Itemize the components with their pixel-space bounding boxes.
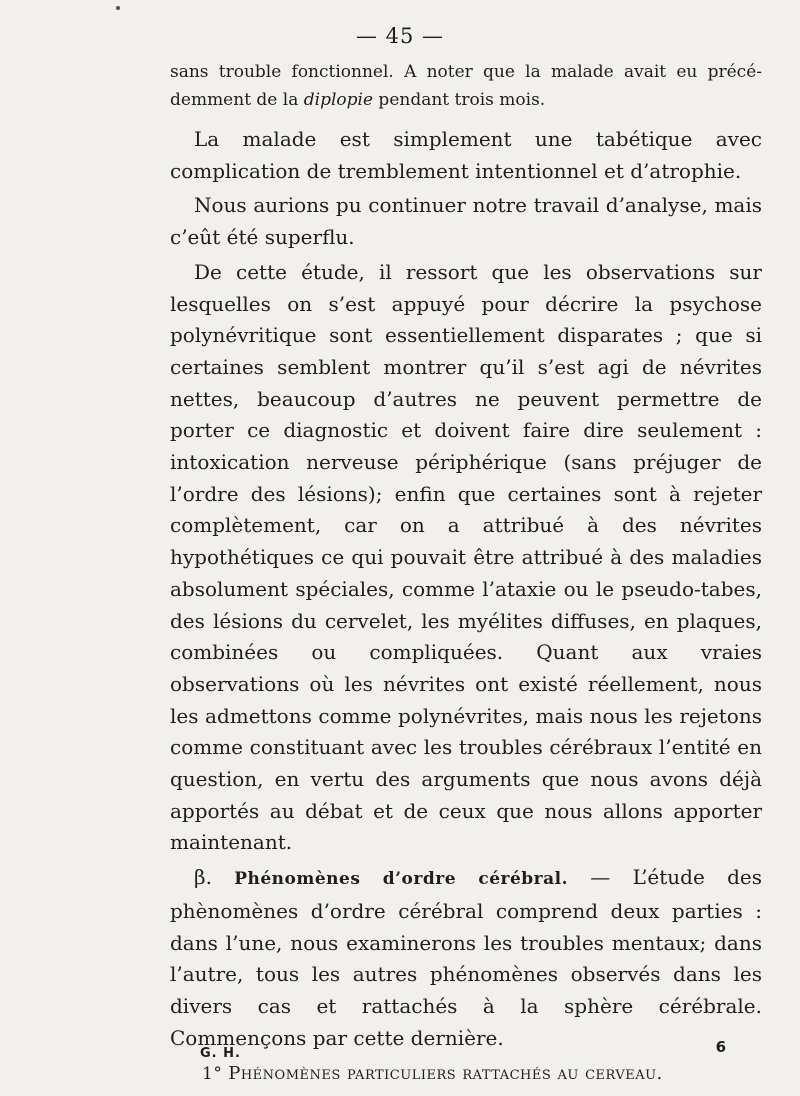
continued-line-2: demment de la — [170, 90, 304, 110]
signature-number: 6 — [715, 1038, 726, 1056]
scan-speck — [116, 6, 120, 10]
continued-text — [170, 58, 762, 114]
section-text: — L’étude des phènomènes d’ordre cérébral comprend deux parties : dans l’une, nous examinerons les troubles mentaux; dans l’autre, tous les autres phénomènes observés dans les divers cas et rattachés à la sphère cérébrale. Commençons par cette dernière. — [170, 865, 763, 1050]
diplopie-word: diplopie — [303, 90, 374, 110]
signature-mark: G. H. — [200, 1046, 241, 1061]
section-paragraph — [170, 862, 762, 1054]
paragraph-2: Nous aurions pu continuer notre travail d’analyse, mais c’eût été superflu. — [170, 193, 762, 250]
subheading-text: Phénomènes particuliers rattachés au cerveau. — [228, 1063, 663, 1085]
paragraph-3: De cette étude, il ressort que les observations sur lesquelles on s’est appuyé pour décrire la psychose polynévritique sont essentiellement disparates ; que si certaines semblent montrer qu’il s’est agi de névrites nettes, beaucoup d’autres ne peuvent permettre de porter ce diagnostic et doivent faire dire seulement : intoxication nerveuse périphérique (sans préjuger de l’ordre des lésions); enfin que certaines sont à rejeter complètement, car on a attribué à des névrites hypothétiques ce qui pouvait être attribué à des maladies absolument spéciales, comme l’ataxie ou le pseudo-tabes, des lésions du cervelet, les myélites diffuses, en plaques, combinées ou compliquées. Quant aux vraies observations où les névrites ont existé réellement, nous les admettons comme polynévrites, mais nous les rejetons comme constituant avec les troubles cérébraux l’entité en question, en vertu des arguments que nous avons déjà apportés au débat et de ceux que nous allons apporter maintenant. — [170, 259, 762, 855]
section-marker: β. — [194, 865, 235, 890]
page-number: — 45 — — [355, 24, 445, 48]
continued-line-1: sans trouble fonctionnel. A noter que la malade avait eu précé- — [170, 62, 762, 82]
subheading — [170, 1060, 762, 1088]
page-body — [170, 58, 762, 1088]
subheading-number: 1° — [202, 1064, 229, 1085]
paragraph-1: La malade est simplement une tabétique avec complication de tremblement intentionnel et d’atrophie. — [170, 127, 762, 183]
section-title: Phénomènes d’ordre cérébral. — [234, 869, 569, 890]
continued-tail: pendant trois mois. — [373, 90, 546, 110]
